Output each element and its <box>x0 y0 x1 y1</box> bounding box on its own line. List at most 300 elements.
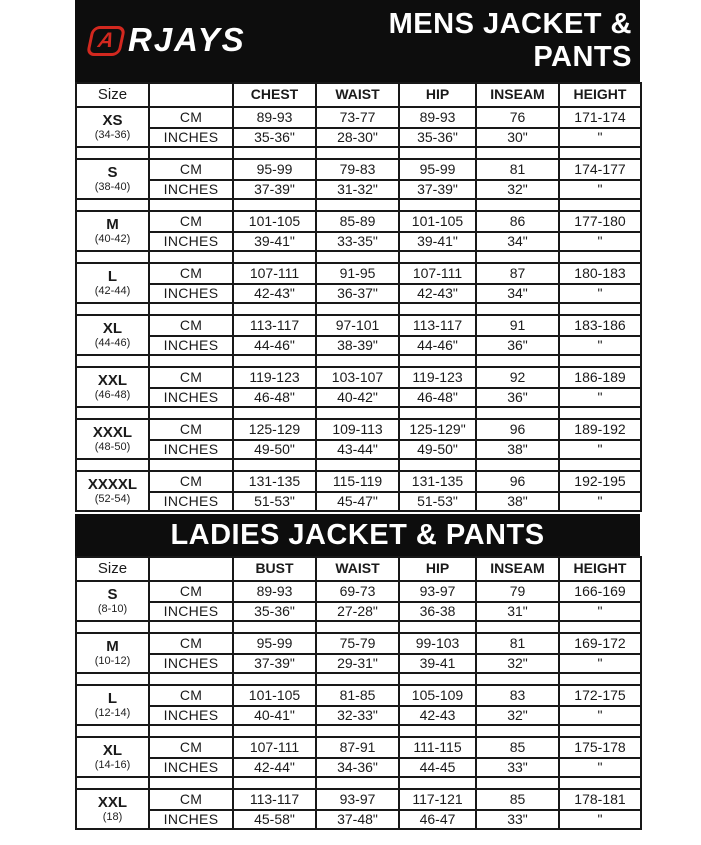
value-cell-inches: 33-35" <box>316 232 399 251</box>
unit-cm-cell: CM <box>149 107 233 128</box>
value-cell-cm: 86 <box>476 211 559 232</box>
value-cell-cm: 113-117 <box>399 315 476 336</box>
spacer-cell <box>399 407 476 419</box>
value-cell-cm: 79-83 <box>316 159 399 180</box>
spacer-cell <box>476 199 559 211</box>
spacer-cell <box>316 725 399 737</box>
size-name: XL <box>102 320 123 337</box>
value-cell-cm: 107-111 <box>399 263 476 284</box>
spacer-cell <box>559 355 641 367</box>
size-range: (8-10) <box>97 603 128 615</box>
spacer-cell <box>399 725 476 737</box>
value-cell-inches: " <box>559 602 641 621</box>
value-cell-inches: 49-50" <box>399 440 476 459</box>
spacer-cell <box>559 303 641 315</box>
size-cell <box>76 419 149 459</box>
spacer-cell <box>76 251 149 263</box>
value-cell-inches: 42-43" <box>233 284 316 303</box>
spacer-cell <box>316 673 399 685</box>
spacer-cell <box>76 673 149 685</box>
spacer-row <box>76 407 641 419</box>
size-row-cm <box>76 737 641 758</box>
size-name: L <box>107 690 118 707</box>
size-range: (44-46) <box>94 337 131 349</box>
size-name: XL <box>102 742 123 759</box>
value-cell-inches: 32" <box>476 180 559 199</box>
value-cell-inches: 44-45 <box>399 758 476 777</box>
size-row-cm <box>76 211 641 232</box>
size-range: (34-36) <box>94 129 131 141</box>
spacer-cell <box>399 673 476 685</box>
spacer-cell <box>316 407 399 419</box>
size-range: (12-14) <box>94 707 131 719</box>
value-cell-inches: 42-43 <box>399 706 476 725</box>
value-cell-inches: 42-43" <box>399 284 476 303</box>
mens-table-body <box>76 107 641 511</box>
value-cell-cm: 180-183 <box>559 263 641 284</box>
value-cell-cm: 113-117 <box>233 315 316 336</box>
spacer-cell <box>233 199 316 211</box>
spacer-cell <box>476 725 559 737</box>
unit-cm-cell: CM <box>149 737 233 758</box>
spacer-cell <box>76 199 149 211</box>
value-cell-cm: 125-129 <box>233 419 316 440</box>
spacer-cell <box>233 407 316 419</box>
ladies-size-table <box>75 556 642 830</box>
value-cell-inches: 33" <box>476 810 559 829</box>
spacer-cell <box>149 147 233 159</box>
value-cell-cm: 93-97 <box>316 789 399 810</box>
spacer-cell <box>476 355 559 367</box>
size-name: M <box>106 216 119 233</box>
size-row-cm <box>76 633 641 654</box>
size-row-cm <box>76 685 641 706</box>
size-range: (14-16) <box>94 759 131 771</box>
spacer-cell <box>149 459 233 471</box>
spacer-cell <box>76 303 149 315</box>
value-cell-cm: 91-95 <box>316 263 399 284</box>
size-row-inches <box>76 128 641 147</box>
mens-header-band <box>75 0 640 82</box>
size-cell <box>76 367 149 407</box>
size-row-cm <box>76 419 641 440</box>
unit-inches-cell: INCHES <box>149 388 233 407</box>
spacer-cell <box>76 407 149 419</box>
value-cell-inches: 32" <box>476 706 559 725</box>
value-cell-inches: " <box>559 706 641 725</box>
unit-cm-cell: CM <box>149 471 233 492</box>
value-cell-inches: 34" <box>476 232 559 251</box>
size-row-inches <box>76 440 641 459</box>
value-cell-cm: 189-192 <box>559 419 641 440</box>
spacer-cell <box>316 303 399 315</box>
value-cell-cm: 69-73 <box>316 581 399 602</box>
size-name: S <box>107 586 118 603</box>
value-cell-inches: 51-53" <box>233 492 316 511</box>
value-cell-cm: 92 <box>476 367 559 388</box>
spacer-cell <box>149 777 233 789</box>
value-cell-inches: 42-44" <box>233 758 316 777</box>
unit-inches-cell: INCHES <box>149 336 233 355</box>
spacer-cell <box>559 725 641 737</box>
value-cell-cm: 81-85 <box>316 685 399 706</box>
value-cell-cm: 115-119 <box>316 471 399 492</box>
spacer-cell <box>76 355 149 367</box>
value-cell-cm: 107-111 <box>233 263 316 284</box>
spacer-row <box>76 621 641 633</box>
value-cell-inches: 37-39" <box>399 180 476 199</box>
ladies-table-body <box>76 581 641 829</box>
size-cell <box>76 737 149 777</box>
ladies-header-band <box>75 514 640 556</box>
value-cell-cm: 81 <box>476 159 559 180</box>
ladies-header-bust: BUST <box>233 557 316 581</box>
value-cell-cm: 119-123 <box>399 367 476 388</box>
value-cell-cm: 125-129" <box>399 419 476 440</box>
size-cell <box>76 263 149 303</box>
value-cell-inches: 27-28" <box>316 602 399 621</box>
value-cell-cm: 101-105 <box>399 211 476 232</box>
value-cell-inches: 36" <box>476 336 559 355</box>
value-cell-inches: " <box>559 440 641 459</box>
value-cell-inches: 38-39" <box>316 336 399 355</box>
value-cell-cm: 93-97 <box>399 581 476 602</box>
value-cell-cm: 76 <box>476 107 559 128</box>
size-row-inches <box>76 492 641 511</box>
value-cell-inches: 37-39" <box>233 180 316 199</box>
value-cell-cm: 174-177 <box>559 159 641 180</box>
value-cell-cm: 95-99 <box>233 159 316 180</box>
unit-inches-cell: INCHES <box>149 180 233 199</box>
value-cell-inches: " <box>559 810 641 829</box>
unit-inches-cell: INCHES <box>149 758 233 777</box>
spacer-cell <box>76 459 149 471</box>
size-row-inches <box>76 758 641 777</box>
size-name: XXL <box>97 372 128 389</box>
spacer-cell <box>559 621 641 633</box>
value-cell-inches: 46-48" <box>399 388 476 407</box>
mens-header-waist: WAIST <box>316 83 399 107</box>
spacer-cell <box>149 355 233 367</box>
spacer-cell <box>399 147 476 159</box>
mens-header-chest: CHEST <box>233 83 316 107</box>
value-cell-cm: 73-77 <box>316 107 399 128</box>
spacer-cell <box>399 303 476 315</box>
spacer-row <box>76 777 641 789</box>
spacer-cell <box>149 251 233 263</box>
size-row-inches <box>76 336 641 355</box>
spacer-cell <box>233 777 316 789</box>
size-cell <box>76 471 149 511</box>
spacer-cell <box>399 621 476 633</box>
value-cell-cm: 111-115 <box>399 737 476 758</box>
rjays-logo <box>89 23 246 59</box>
spacer-row <box>76 147 641 159</box>
spacer-cell <box>559 673 641 685</box>
size-row-inches <box>76 810 641 829</box>
spacer-cell <box>149 407 233 419</box>
value-cell-cm: 96 <box>476 471 559 492</box>
rjays-logo-text: RJAYS <box>128 21 246 58</box>
value-cell-inches: 34" <box>476 284 559 303</box>
spacer-cell <box>149 725 233 737</box>
value-cell-cm: 109-113 <box>316 419 399 440</box>
value-cell-inches: 32" <box>476 654 559 673</box>
value-cell-inches: 35-36" <box>233 602 316 621</box>
spacer-cell <box>233 621 316 633</box>
spacer-cell <box>149 621 233 633</box>
value-cell-inches: 33" <box>476 758 559 777</box>
unit-inches-cell: INCHES <box>149 602 233 621</box>
spacer-cell <box>476 147 559 159</box>
value-cell-cm: 87-91 <box>316 737 399 758</box>
value-cell-inches: 31" <box>476 602 559 621</box>
value-cell-inches: 36" <box>476 388 559 407</box>
value-cell-cm: 83 <box>476 685 559 706</box>
value-cell-inches: 36-37" <box>316 284 399 303</box>
value-cell-cm: 79 <box>476 581 559 602</box>
unit-cm-cell: CM <box>149 581 233 602</box>
spacer-cell <box>559 199 641 211</box>
value-cell-cm: 87 <box>476 263 559 284</box>
unit-cm-cell: CM <box>149 633 233 654</box>
value-cell-inches: 49-50" <box>233 440 316 459</box>
spacer-cell <box>316 621 399 633</box>
size-cell <box>76 211 149 251</box>
spacer-cell <box>399 459 476 471</box>
value-cell-inches: 40-41" <box>233 706 316 725</box>
value-cell-cm: 85 <box>476 789 559 810</box>
size-range: (40-42) <box>94 233 131 245</box>
spacer-cell <box>233 459 316 471</box>
value-cell-inches: " <box>559 128 641 147</box>
unit-inches-cell: INCHES <box>149 810 233 829</box>
spacer-row <box>76 725 641 737</box>
value-cell-cm: 117-121 <box>399 789 476 810</box>
mens-header-inseam: INSEAM <box>476 83 559 107</box>
value-cell-cm: 178-181 <box>559 789 641 810</box>
size-row-cm <box>76 471 641 492</box>
value-cell-inches: 36-38 <box>399 602 476 621</box>
size-row-cm <box>76 159 641 180</box>
spacer-cell <box>559 251 641 263</box>
size-cell <box>76 159 149 199</box>
value-cell-cm: 91 <box>476 315 559 336</box>
value-cell-cm: 85-89 <box>316 211 399 232</box>
unit-cm-cell: CM <box>149 367 233 388</box>
size-row-cm <box>76 315 641 336</box>
ladies-header-size: Size <box>76 557 149 581</box>
value-cell-cm: 171-174 <box>559 107 641 128</box>
value-cell-inches: 44-46" <box>399 336 476 355</box>
spacer-cell <box>559 147 641 159</box>
size-cell <box>76 315 149 355</box>
spacer-cell <box>149 303 233 315</box>
unit-inches-cell: INCHES <box>149 284 233 303</box>
value-cell-cm: 166-169 <box>559 581 641 602</box>
value-cell-inches: 32-33" <box>316 706 399 725</box>
size-range: (18) <box>102 811 123 823</box>
size-row-inches <box>76 284 641 303</box>
value-cell-inches: 38" <box>476 492 559 511</box>
size-range: (48-50) <box>94 441 131 453</box>
value-cell-inches: 29-31" <box>316 654 399 673</box>
spacer-cell <box>476 303 559 315</box>
size-row-inches <box>76 706 641 725</box>
value-cell-inches: 45-58" <box>233 810 316 829</box>
value-cell-inches: " <box>559 388 641 407</box>
value-cell-inches: " <box>559 180 641 199</box>
value-cell-cm: 89-93 <box>233 107 316 128</box>
size-range: (52-54) <box>94 493 131 505</box>
spacer-cell <box>399 355 476 367</box>
size-name: XXXL <box>92 424 133 441</box>
size-range: (42-44) <box>94 285 131 297</box>
value-cell-inches: " <box>559 336 641 355</box>
spacer-cell <box>233 673 316 685</box>
value-cell-inches: 37-48" <box>316 810 399 829</box>
size-row-cm <box>76 107 641 128</box>
mens-header-row <box>76 83 641 107</box>
size-name: XXL <box>97 794 128 811</box>
size-row-cm <box>76 263 641 284</box>
rjays-logo-icon: A <box>86 26 126 56</box>
ladies-header-hip: HIP <box>399 557 476 581</box>
value-cell-cm: 89-93 <box>399 107 476 128</box>
spacer-cell <box>149 673 233 685</box>
unit-inches-cell: INCHES <box>149 654 233 673</box>
spacer-cell <box>233 725 316 737</box>
size-row-cm <box>76 581 641 602</box>
ladies-header-row <box>76 557 641 581</box>
value-cell-inches: 44-46" <box>233 336 316 355</box>
spacer-row <box>76 355 641 367</box>
mens-header-hip: HIP <box>399 83 476 107</box>
value-cell-cm: 89-93 <box>233 581 316 602</box>
size-name: XS <box>102 112 123 129</box>
value-cell-cm: 75-79 <box>316 633 399 654</box>
value-cell-cm: 119-123 <box>233 367 316 388</box>
spacer-cell <box>233 147 316 159</box>
spacer-cell <box>476 673 559 685</box>
value-cell-inches: " <box>559 284 641 303</box>
size-name: L <box>107 268 118 285</box>
mens-header-unit <box>149 83 233 107</box>
mens-header-size: Size <box>76 83 149 107</box>
spacer-cell <box>76 147 149 159</box>
value-cell-inches: 34-36" <box>316 758 399 777</box>
spacer-cell <box>316 147 399 159</box>
unit-cm-cell: CM <box>149 419 233 440</box>
size-cell <box>76 633 149 673</box>
size-range: (10-12) <box>94 655 131 667</box>
value-cell-cm: 85 <box>476 737 559 758</box>
spacer-cell <box>316 251 399 263</box>
spacer-row <box>76 251 641 263</box>
value-cell-cm: 101-105 <box>233 211 316 232</box>
content-column <box>75 0 640 830</box>
size-cell <box>76 107 149 147</box>
size-row-inches <box>76 654 641 673</box>
value-cell-inches: 39-41 <box>399 654 476 673</box>
spacer-cell <box>233 355 316 367</box>
value-cell-cm: 103-107 <box>316 367 399 388</box>
spacer-cell <box>399 777 476 789</box>
value-cell-inches: 51-53" <box>399 492 476 511</box>
value-cell-cm: 95-99 <box>233 633 316 654</box>
value-cell-cm: 192-195 <box>559 471 641 492</box>
spacer-cell <box>233 303 316 315</box>
size-row-cm <box>76 367 641 388</box>
value-cell-inches: 28-30" <box>316 128 399 147</box>
value-cell-inches: 35-36" <box>399 128 476 147</box>
unit-inches-cell: INCHES <box>149 492 233 511</box>
unit-cm-cell: CM <box>149 789 233 810</box>
value-cell-inches: 31-32" <box>316 180 399 199</box>
size-row-cm <box>76 789 641 810</box>
spacer-row <box>76 303 641 315</box>
unit-cm-cell: CM <box>149 685 233 706</box>
value-cell-cm: 175-178 <box>559 737 641 758</box>
size-row-inches <box>76 388 641 407</box>
mens-section-title <box>389 8 632 74</box>
spacer-cell <box>316 777 399 789</box>
value-cell-inches: 39-41" <box>399 232 476 251</box>
spacer-cell <box>316 199 399 211</box>
size-range: (38-40) <box>94 181 131 193</box>
unit-cm-cell: CM <box>149 315 233 336</box>
mens-header-height: HEIGHT <box>559 83 641 107</box>
value-cell-inches: " <box>559 492 641 511</box>
value-cell-cm: 97-101 <box>316 315 399 336</box>
value-cell-inches: 38" <box>476 440 559 459</box>
spacer-cell <box>559 459 641 471</box>
value-cell-cm: 96 <box>476 419 559 440</box>
value-cell-inches: " <box>559 232 641 251</box>
value-cell-cm: 131-135 <box>233 471 316 492</box>
size-row-inches <box>76 602 641 621</box>
value-cell-inches: 45-47" <box>316 492 399 511</box>
ladies-section-title: LADIES JACKET & PANTS <box>170 518 545 551</box>
value-cell-cm: 101-105 <box>233 685 316 706</box>
spacer-row <box>76 673 641 685</box>
value-cell-cm: 99-103 <box>399 633 476 654</box>
size-range: (46-48) <box>94 389 131 401</box>
value-cell-cm: 131-135 <box>399 471 476 492</box>
value-cell-inches: 46-48" <box>233 388 316 407</box>
value-cell-inches: 40-42" <box>316 388 399 407</box>
unit-inches-cell: INCHES <box>149 706 233 725</box>
unit-inches-cell: INCHES <box>149 440 233 459</box>
size-name: XXXXL <box>87 476 138 493</box>
value-cell-inches: 39-41" <box>233 232 316 251</box>
value-cell-cm: 169-172 <box>559 633 641 654</box>
value-cell-cm: 177-180 <box>559 211 641 232</box>
value-cell-inches: 46-47 <box>399 810 476 829</box>
spacer-cell <box>399 199 476 211</box>
size-name: M <box>106 638 119 655</box>
unit-inches-cell: INCHES <box>149 128 233 147</box>
size-row-inches <box>76 232 641 251</box>
size-cell <box>76 685 149 725</box>
size-cell <box>76 789 149 829</box>
unit-cm-cell: CM <box>149 211 233 232</box>
mens-title-line1: MENS JACKET & <box>388 8 632 40</box>
value-cell-cm: 186-189 <box>559 367 641 388</box>
spacer-cell <box>476 621 559 633</box>
spacer-row <box>76 459 641 471</box>
value-cell-cm: 107-111 <box>233 737 316 758</box>
